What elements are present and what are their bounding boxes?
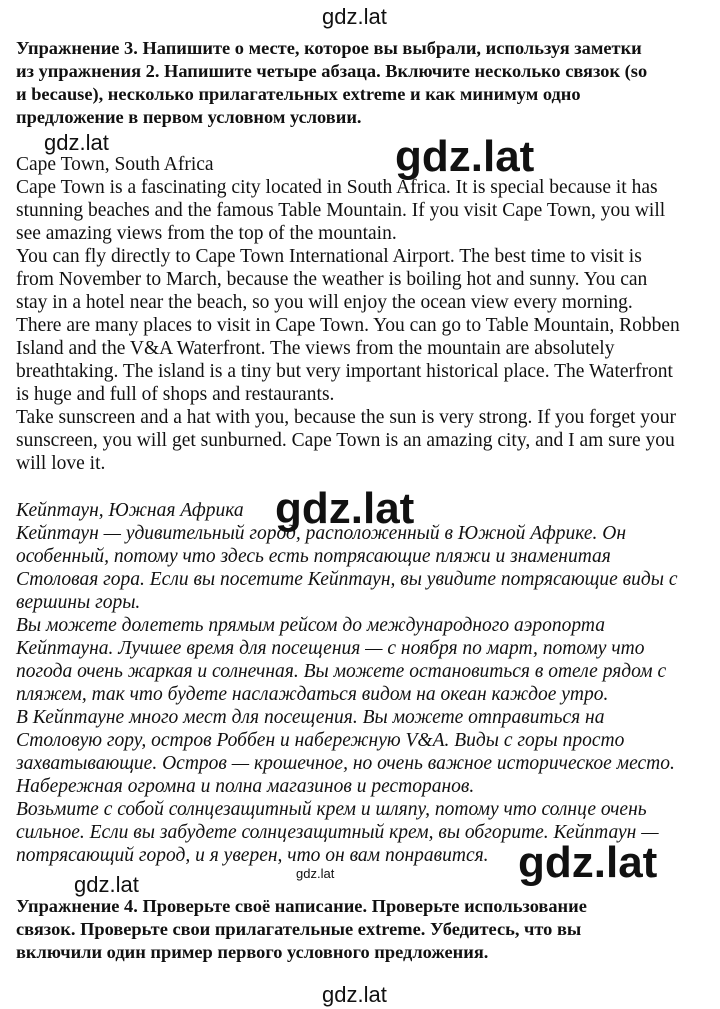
task-3-line: из упражнения 2. Напишите четыре абзаца. Включите несколько связок (so	[16, 61, 648, 81]
russian-line: сильное. Если вы забудете солнцезащитный крем, вы обгорите. Кейптаун —	[16, 822, 659, 843]
russian-line: Возьмите с собой солнцезащитный крем и шляпу, потому что солнце очень	[16, 799, 647, 820]
english-line: is huge and full of shops and restaurants.	[16, 384, 335, 405]
english-line: Island and the V&A Waterfront. The views from the mountain are absolutely	[16, 338, 615, 359]
watermark-big-2: gdz.lat	[275, 484, 415, 533]
russian-line: Столовая гора. Если вы посетите Кейптаун, вы увидите потрясающие виды с	[16, 569, 678, 590]
russian-line: особенный, потому что здесь есть потрясающие пляжи и знаменитая	[16, 546, 611, 567]
russian-line: потрясающий город, и я уверен, что он вам понравится.	[16, 845, 489, 866]
watermark-left-2: gdz.lat	[74, 872, 139, 897]
english-line: There are many places to visit in Cape Town. You can go to Table Mountain, Robben	[16, 315, 680, 336]
english-line: breathtaking. The island is a tiny but very important historical place. The Waterfront	[16, 361, 673, 382]
task-4-line: связок. Проверьте свои прилагательные extreme. Убедитесь, что вы	[16, 919, 582, 939]
watermark-top: gdz.lat	[322, 4, 387, 29]
watermark-left-1: gdz.lat	[44, 130, 109, 155]
english-essay	[16, 153, 716, 475]
russian-line: пляжем, так что будете наслаждаться видом на океан каждое утро.	[16, 684, 609, 705]
russian-line: Столовую гору, остров Роббен и набережную V&A. Виды с горы просто	[16, 730, 625, 751]
russian-line: Кейптауна. Лучшее время для посещения — с ноября по март, потому что	[16, 638, 645, 659]
english-line: stay in a hotel near the beach, so you will enjoy the ocean view every morning.	[16, 292, 633, 313]
watermark-tiny: gdz.lat	[296, 866, 335, 881]
english-line: Take sunscreen and a hat with you, because the sun is very strong. If you forget your	[16, 407, 677, 428]
russian-line: вершины горы.	[16, 592, 141, 613]
russian-line: В Кейптауне много мест для посещения. Вы можете отправиться на	[16, 707, 605, 728]
watermark-big-3: gdz.lat	[518, 838, 658, 887]
watermark-bottom: gdz.lat	[322, 982, 387, 1007]
task-3-line: Упражнение 3. Напишите о месте, которое вы выбрали, используя заметки	[16, 38, 642, 58]
english-line: stunning beaches and the famous Table Mountain. If you visit Cape Town, you will	[16, 200, 666, 221]
english-line: sunscreen, you will get sunburned. Cape Town is an amazing city, and I am sure you	[16, 430, 675, 451]
task-3-instruction	[16, 37, 716, 129]
english-line: Cape Town is a fascinating city located in South Africa. It is special because it has	[16, 177, 658, 198]
english-line: see amazing views from the top of the mountain.	[16, 223, 397, 244]
russian-line: захватывающие. Остров — крошечное, но очень важное историческое место.	[16, 753, 675, 774]
task-4-line: Упражнение 4. Проверьте своё написание. Проверьте использование	[16, 896, 587, 916]
russian-title: Кейптаун, Южная Африка	[16, 500, 244, 521]
russian-line: Кейптаун — удивительный город, расположенный в Южной Африке. Он	[16, 523, 627, 544]
russian-line: Набережная огромна и полна магазинов и ресторанов.	[16, 776, 475, 797]
english-line: from November to March, because the weather is boiling hot and sunny. You can	[16, 269, 648, 290]
task-3-line: предложение в первом условном условии.	[16, 107, 362, 127]
task-4-instruction	[16, 895, 716, 964]
watermark-big-1: gdz.lat	[395, 132, 535, 181]
task-4-line: включили один пример первого условного предложения.	[16, 942, 489, 962]
task-3-line: и because), несколько прилагательных extreme и как минимум одно	[16, 84, 581, 104]
russian-line: погода очень жаркая и солнечная. Вы можете остановиться в отеле рядом с	[16, 661, 667, 682]
english-title: Cape Town, South Africa	[16, 154, 214, 175]
russian-line: Вы можете долететь прямым рейсом до международного аэропорта	[16, 615, 605, 636]
english-line: will love it.	[16, 453, 106, 474]
russian-translation	[16, 499, 716, 867]
english-line: You can fly directly to Cape Town International Airport. The best time to visit is	[16, 246, 642, 267]
